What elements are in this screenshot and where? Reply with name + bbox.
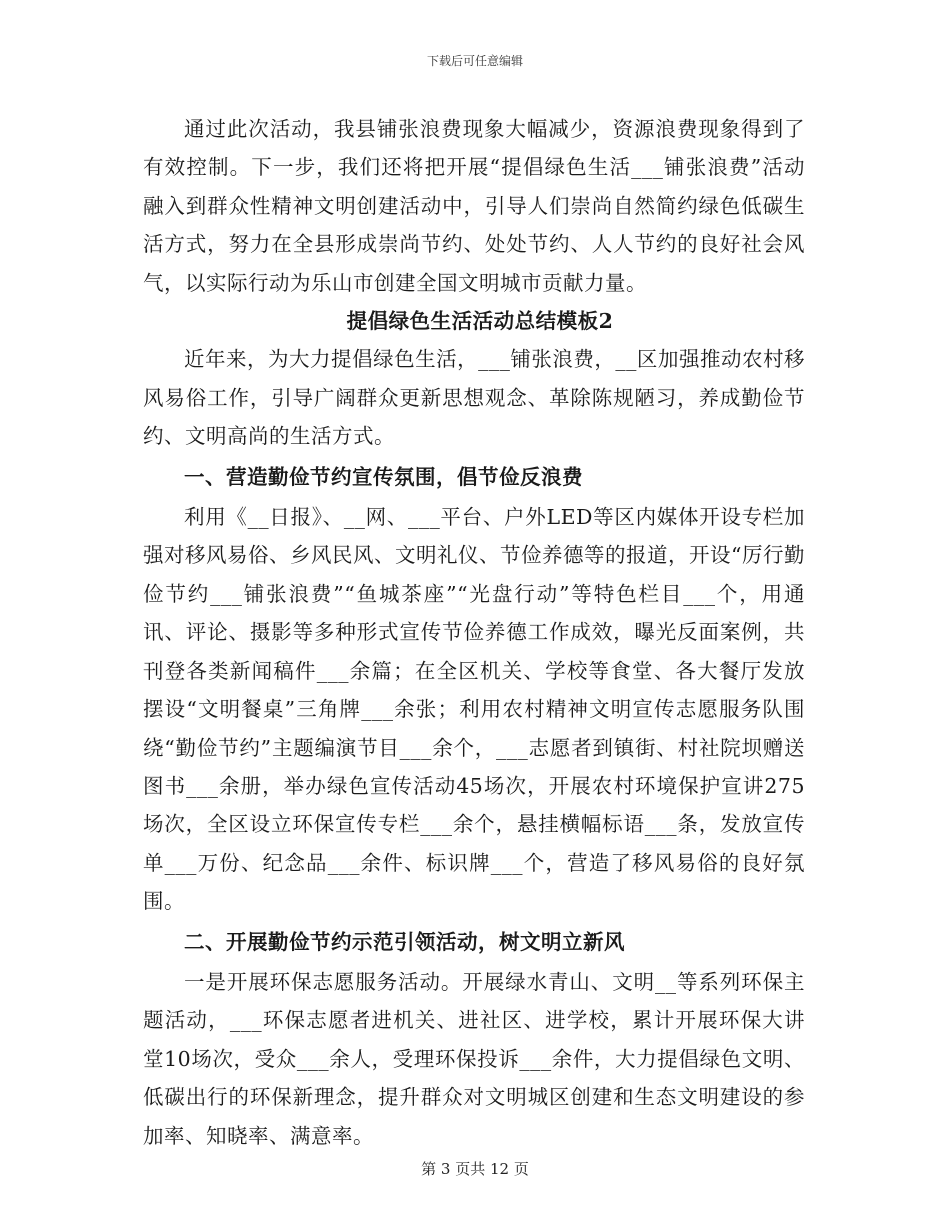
paragraph-publicity: 利用《__日报》、__网、___平台、户外LED等区内媒体开设专栏加强对移风易俗、乡风民风、文明礼仪、节俭养德等的报道，开设“厉行勤俭节约___铺张浪费”“鱼城茶座”“光盘行动”等特色栏目___个，用通讯、评论、摄影等多种形式宣传节俭养德工作成效，曝光反面案例，共刊登各类新闻稿件___余篇；在全区机关、学校等食堂、各大餐厅发放摆设“文明餐桌”三角牌___余张；利用农村精神文明宣传志愿服务队围绕“勤俭节约”主题编演节目___余个，___志愿者到镇街、村社院坝赠送图书___余册，举办绿色宣传活动45场次，开展农村环境保护宣讲275场次，全区设立环保宣传专栏___余个，悬挂横幅标语___条，发放宣传单___万份、纪念品___余件、标识牌___个，营造了移风易俗的良好氛围。 (143, 505, 805, 914)
section-heading-1: 一、营造勤俭节约宣传氛围，倡节俭反浪费 (184, 464, 583, 489)
page-number: 第 3 页共 12 页 (421, 1160, 529, 1178)
paragraph-volunteer: 一是开展环保志愿服务活动。开展绿水青山、文明__等系列环保主题活动，___环保志愿者进机关、进社区、进学校，累计开展环保大讲堂10场次，受众___余人，受理环保投诉___余件，大力提倡绿色文明、低碳出行的环保新理念，提升群众对文明城区创建和生态文明建设的参加率、知晓率、满意率。 (143, 969, 805, 1148)
section-title: 提倡绿色生活活动总结模板2 (346, 309, 614, 334)
page-header-note: 下载后可任意编辑 (426, 54, 523, 68)
paragraph-intro: 近年来，为大力提倡绿色生活，___铺张浪费，__区加强推动农村移风易俗工作，引导广阔群众更新思想观念、革除陈规陋习，养成勤俭节约、文明高尚的生活方式。 (143, 347, 805, 449)
section-heading-2: 二、开展勤俭节约示范引领活动，树文明立新风 (184, 929, 625, 954)
paragraph-conclusion: 通过此次活动，我县铺张浪费现象大幅减少，资源浪费现象得到了有效控制。下一步，我们还将把开展“提倡绿色生活___铺张浪费”活动融入到群众性精神文明创建活动中，引导人们崇尚自然简约绿色低碳生活方式，努力在全县形成崇尚节约、处处节约、人人节约的良好社会风气，以实际行动为乐山市创建全国文明城市贡献力量。 (143, 117, 805, 295)
document-body (143, 110, 805, 1155)
